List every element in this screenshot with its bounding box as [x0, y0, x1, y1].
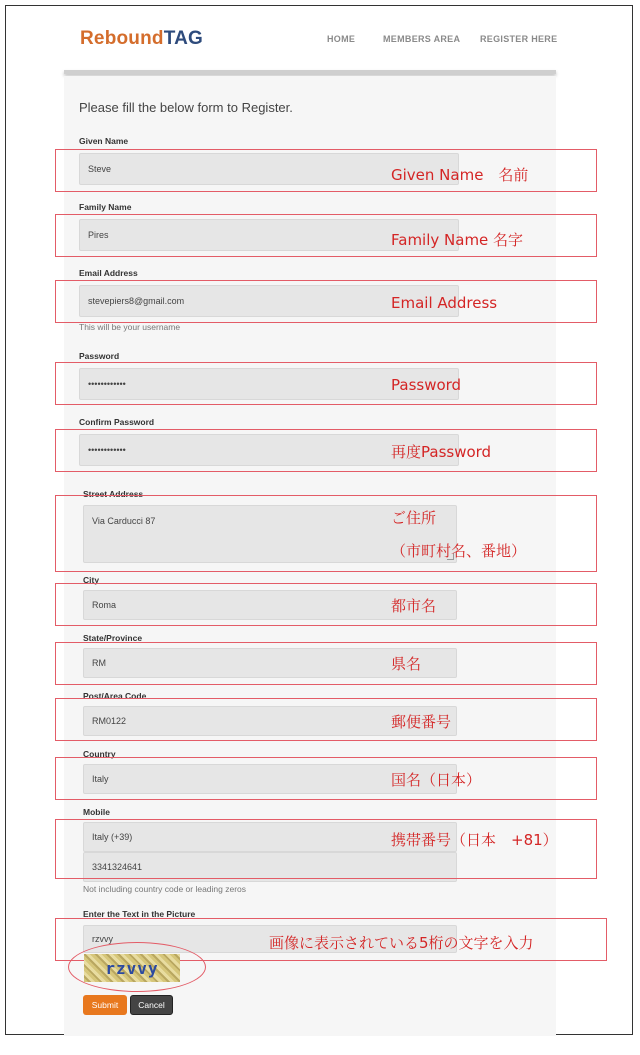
mobile-country-select[interactable]: Italy (+39): [83, 822, 457, 852]
annotation-captcha: 画像に表示されている5桁の文字を入力: [269, 934, 534, 952]
city-label: City: [83, 575, 100, 585]
annotation-password: Password: [391, 376, 462, 394]
captcha-label: Enter the Text in the Picture: [83, 909, 196, 919]
family-name-input[interactable]: Pires: [79, 219, 459, 251]
street-address-label: Street Address: [83, 489, 144, 499]
post-code-label: Post/Area Code: [83, 691, 147, 701]
given-name-input[interactable]: Steve: [79, 153, 459, 185]
email-label: Email Address: [79, 268, 138, 278]
state-label: State/Province: [83, 633, 143, 643]
captcha-input[interactable]: rzvvy: [83, 925, 457, 953]
site-logo[interactable]: ReboundTAG: [80, 28, 204, 49]
email-help-text: This will be your username: [79, 322, 181, 332]
annotation-state: 県名: [391, 655, 422, 673]
mobile-help-text: Not including country code or leading zeros: [83, 884, 247, 894]
annotation-family-name: Family Name 名字: [391, 231, 524, 249]
submit-button[interactable]: Submit: [83, 995, 127, 1015]
annotation-country: 国名（日本）: [391, 771, 482, 789]
street-address-value: Via Carducci 87: [92, 516, 156, 526]
city-input[interactable]: Roma: [83, 590, 457, 620]
post-code-input[interactable]: RM0122: [83, 706, 457, 736]
cancel-button[interactable]: Cancel: [130, 995, 173, 1015]
given-name-label: Given Name: [79, 136, 129, 146]
annotation-street-line1: ご住所: [391, 509, 437, 527]
mobile-number-input[interactable]: 3341324641: [83, 852, 457, 882]
nav-register-here[interactable]: REGISTER HERE: [480, 34, 558, 44]
mobile-label: Mobile: [83, 807, 110, 817]
password-label: Password: [79, 351, 120, 361]
header-divider: [64, 70, 556, 74]
confirm-password-input[interactable]: ••••••••••••: [79, 434, 459, 466]
annotation-box-city: [55, 583, 597, 626]
nav-home[interactable]: HOME: [327, 34, 356, 44]
annotation-box-state: [55, 642, 597, 685]
annotation-box-password: [55, 362, 597, 405]
annotation-box-post: [55, 698, 597, 741]
country-select[interactable]: Italy: [83, 764, 457, 794]
email-input[interactable]: stevepiers8@gmail.com: [79, 285, 459, 317]
state-input[interactable]: RM: [83, 648, 457, 678]
annotation-email: Email Address: [391, 294, 498, 312]
country-label: Country: [83, 749, 116, 759]
annotation-box-country: [55, 757, 597, 800]
annotation-box-email: [55, 280, 597, 323]
password-input[interactable]: ••••••••••••: [79, 368, 459, 400]
captcha-image: rzvvy: [84, 954, 180, 982]
annotation-mobile: 携帯番号（日本 +81）: [391, 831, 558, 849]
annotation-ellipse-captcha: [68, 942, 206, 992]
annotation-given-name: Given Name 名前: [391, 166, 529, 184]
annotation-city: 都市名: [391, 597, 437, 615]
annotation-confirm-password: 再度Password: [391, 443, 492, 461]
family-name-label: Family Name: [79, 202, 132, 212]
page-title: Please fill the below form to Register.: [79, 100, 293, 115]
nav-members-area[interactable]: MEMBERS AREA: [383, 34, 461, 44]
confirm-password-label: Confirm Password: [79, 417, 155, 427]
annotation-box-confirm-password: [55, 429, 597, 472]
annotation-street-line2: （市町村名、番地）: [391, 542, 527, 560]
annotation-post: 郵便番号: [391, 713, 452, 731]
